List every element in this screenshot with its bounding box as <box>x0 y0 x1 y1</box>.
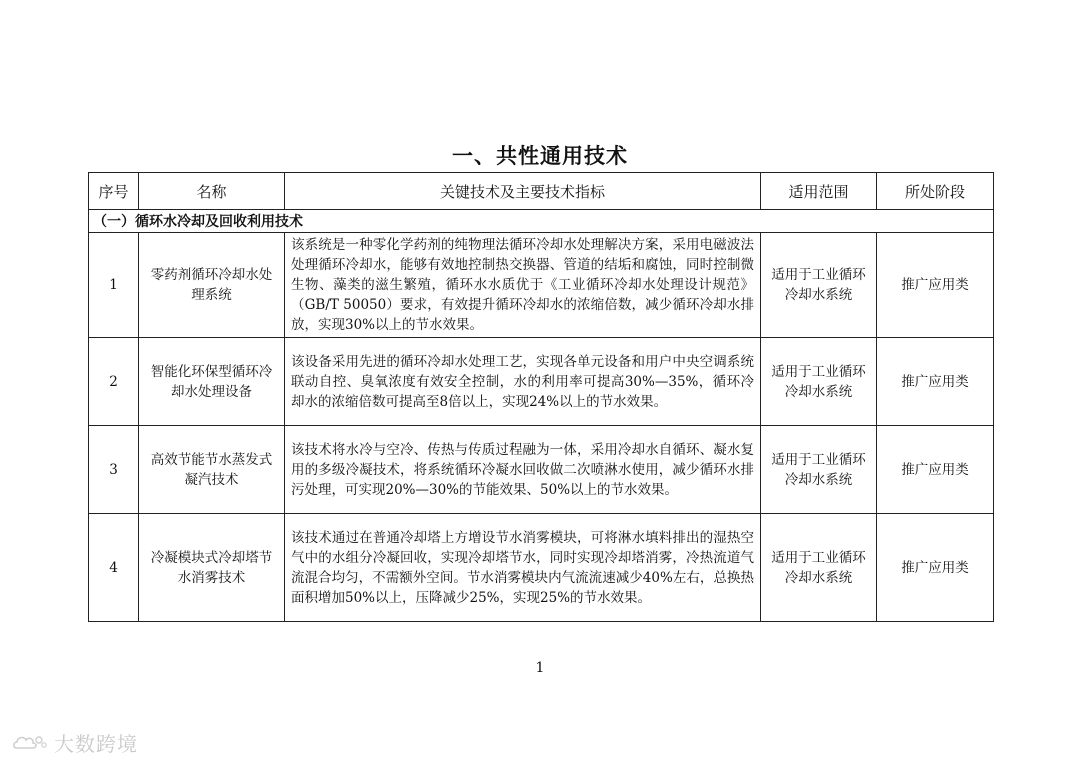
table-row <box>89 514 994 622</box>
watermark <box>12 728 138 757</box>
section-title: （一）循环水冷却及回收利用技术 <box>89 210 994 233</box>
table-row <box>89 233 994 338</box>
table-header-row <box>89 173 994 210</box>
row-desc: 该系统是一种零化学药剂的纯物理法循环冷却水处理解决方案，采用电磁波法处理循环冷却水，能够有效地控制热交换器、管道的结垢和腐蚀，同时控制微生物、藻类的滋生繁殖，循环水水质优于《工业循环冷却水处理设计规范》（GB/T 50050）要求，有效提升循环冷却水的浓缩倍数，减少循环冷却水排放，实现30%以上的节水效果。 <box>285 233 761 338</box>
technology-table <box>88 172 994 622</box>
row-stage: 推广应用类 <box>877 426 994 514</box>
row-stage: 推广应用类 <box>877 233 994 338</box>
row-no: 2 <box>89 338 139 426</box>
row-stage: 推广应用类 <box>877 514 994 622</box>
row-scope: 适用于工业循环冷却水系统 <box>761 514 877 622</box>
row-name: 高效节能节水蒸发式凝汽技术 <box>139 426 285 514</box>
row-scope: 适用于工业循环冷却水系统 <box>761 233 877 338</box>
page-title: 一、共性通用技术 <box>452 144 628 168</box>
watermark-text: 大数跨境 <box>54 732 138 756</box>
page-number: 1 <box>535 660 545 676</box>
cloud-logo-icon <box>12 732 48 754</box>
header-key-tech: 关键技术及主要技术指标 <box>285 173 761 210</box>
header-stage: 所处阶段 <box>877 173 994 210</box>
header-scope: 适用范围 <box>761 173 877 210</box>
section-row <box>89 210 994 233</box>
row-stage: 推广应用类 <box>877 338 994 426</box>
row-no: 3 <box>89 426 139 514</box>
row-scope: 适用于工业循环冷却水系统 <box>761 426 877 514</box>
row-name: 冷凝模块式冷却塔节水消雾技术 <box>139 514 285 622</box>
row-no: 1 <box>89 233 139 338</box>
table-row <box>89 426 994 514</box>
row-name: 零药剂循环冷却水处理系统 <box>139 233 285 338</box>
row-scope: 适用于工业循环冷却水系统 <box>761 338 877 426</box>
row-no: 4 <box>89 514 139 622</box>
header-name: 名称 <box>139 173 285 210</box>
row-desc: 该设备采用先进的循环冷却水处理工艺，实现各单元设备和用户中央空调系统联动自控、臭氧浓度有效安全控制，水的利用率可提高30%—35%，循环冷却水的浓缩倍数可提高至8倍以上，实现24%以上的节水效果。 <box>285 338 761 426</box>
row-name: 智能化环保型循环冷却水处理设备 <box>139 338 285 426</box>
row-desc: 该技术将水冷与空冷、传热与传质过程融为一体，采用冷却水自循环、凝水复用的多级冷凝技术，将系统循环冷凝水回收做二次喷淋水使用，减少循环水排污处理，可实现20%—30%的节能效果、50%以上的节水效果。 <box>285 426 761 514</box>
table-row <box>89 338 994 426</box>
header-no: 序号 <box>89 173 139 210</box>
row-desc: 该技术通过在普通冷却塔上方增设节水消雾模块，可将淋水填料排出的湿热空气中的水组分冷凝回收，实现冷却塔节水，同时实现冷却塔消雾，冷热流道气流混合均匀，不需额外空间。节水消雾模块内气流流速减少40%左右，总换热面积增加50%以上，压降减少25%，实现25%的节水效果。 <box>285 514 761 622</box>
